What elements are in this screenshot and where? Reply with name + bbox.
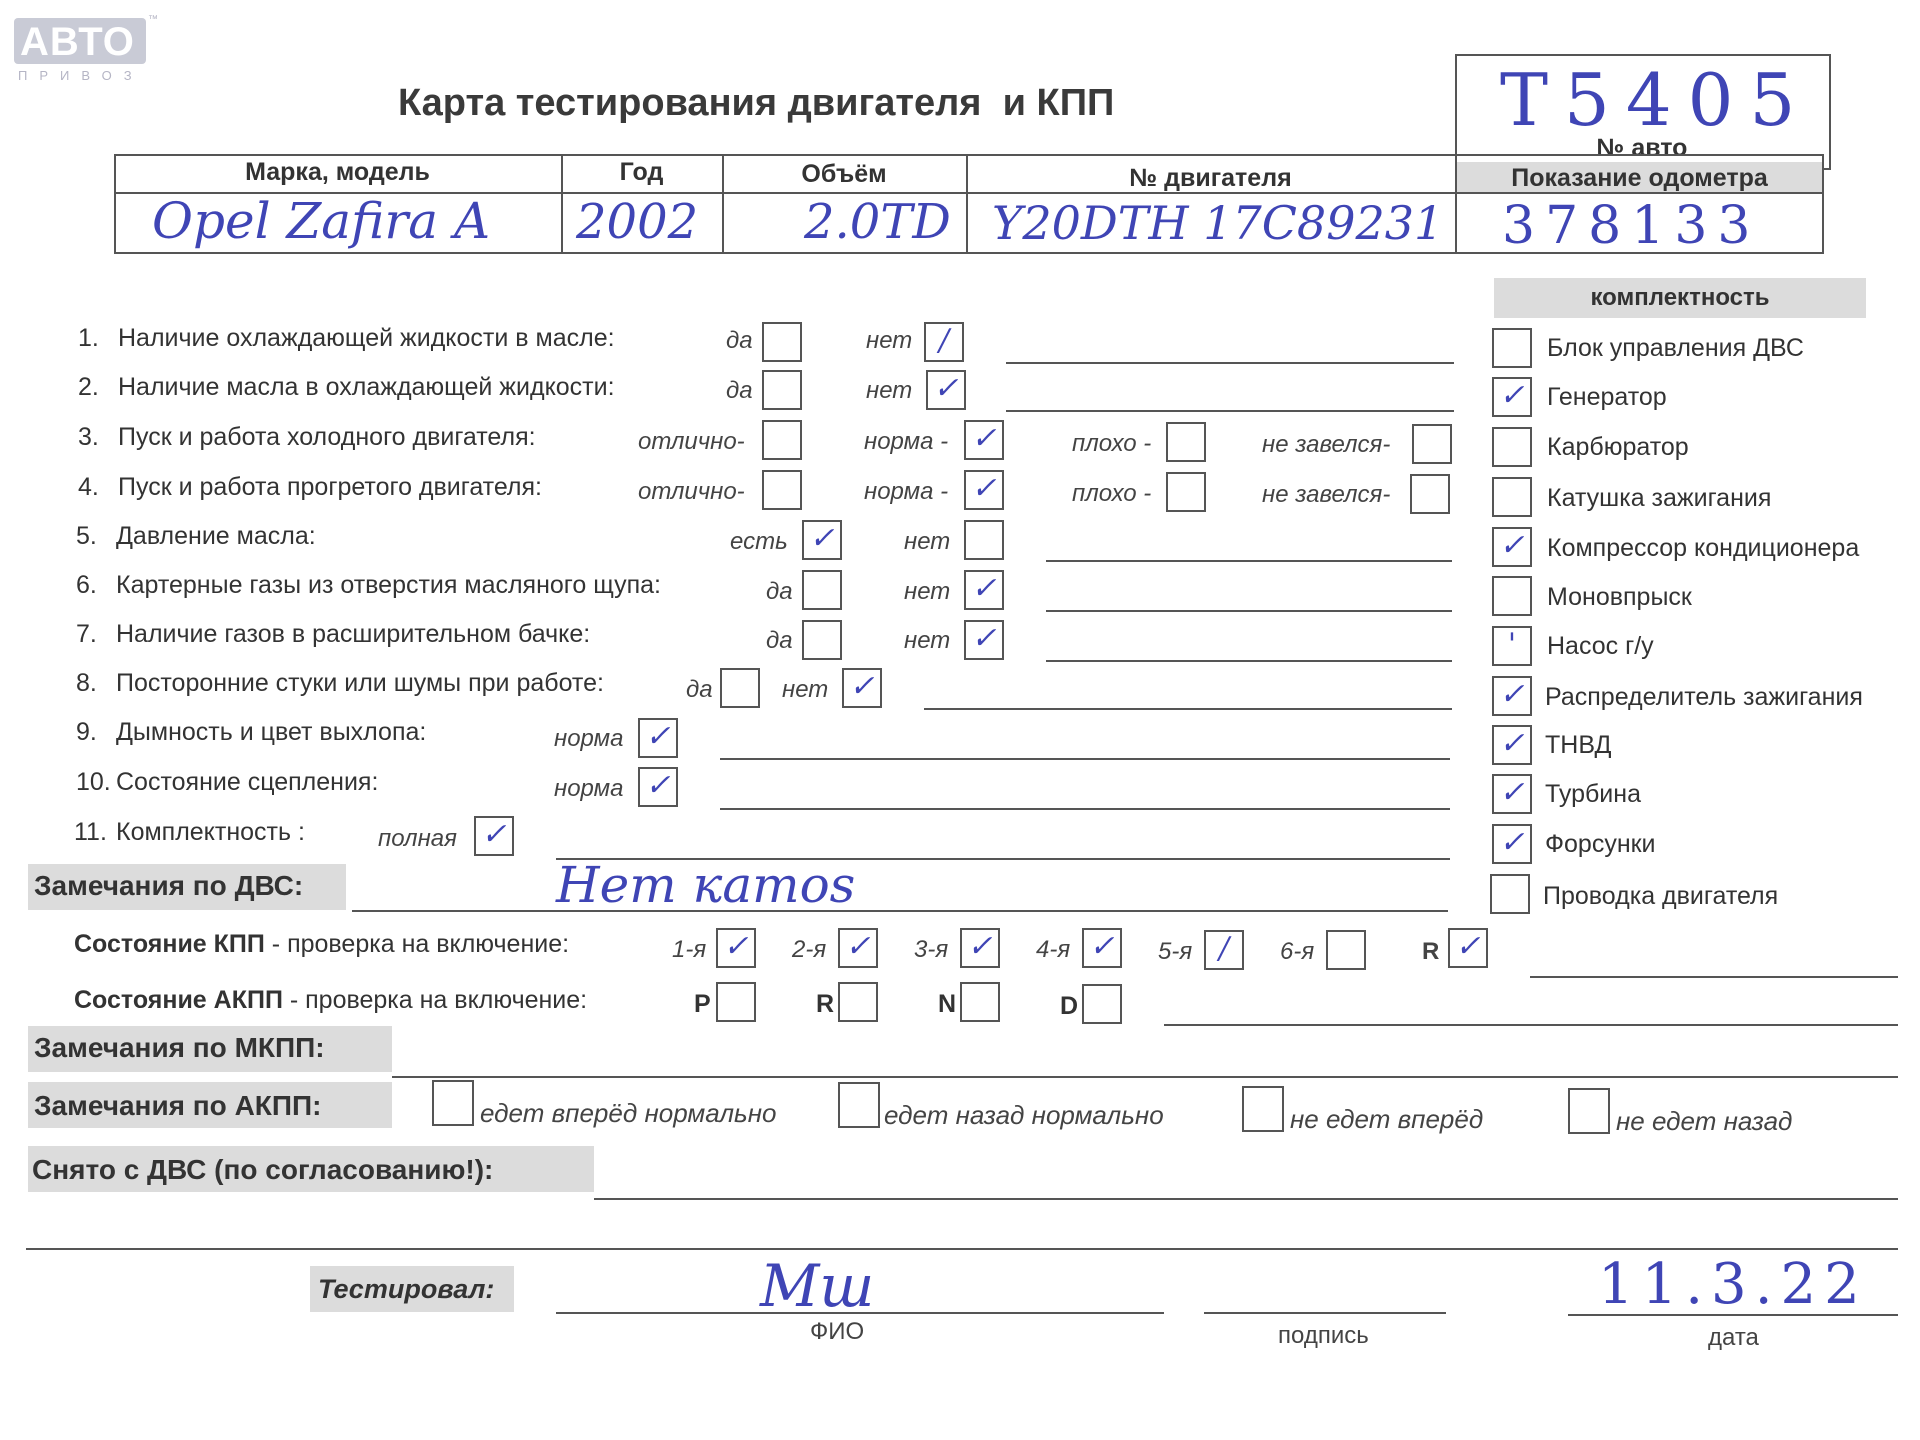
question-text: Комплектность : — [116, 818, 305, 846]
option-mark: ✓ — [971, 471, 997, 506]
option-mark: ✓ — [971, 571, 997, 606]
option-label: нет — [782, 676, 829, 703]
gear-mark: ✓ — [723, 929, 749, 964]
option-checkbox[interactable] — [1166, 472, 1206, 512]
option-checkbox[interactable] — [720, 668, 760, 708]
option-mark: / — [938, 323, 950, 358]
option-mark: ✓ — [971, 621, 997, 656]
option-label: да — [686, 676, 713, 703]
gear-label: 6-я — [1280, 938, 1315, 965]
signature-line — [1204, 1312, 1446, 1314]
option-label: нет — [866, 377, 913, 404]
question-text: Наличие масла в охлаждающей жидкости: — [118, 373, 615, 401]
mkpp-remarks-line — [392, 1076, 1898, 1078]
option-label: нет — [904, 528, 951, 555]
option-label: плохо - — [1072, 480, 1152, 507]
header-col-engine-no: № двигателя — [1129, 164, 1292, 192]
akpp-mode-checkbox[interactable] — [1082, 984, 1122, 1024]
question-number: 6. — [76, 571, 97, 599]
question-number: 3. — [78, 423, 99, 451]
fio-caption: ФИО — [810, 1318, 865, 1345]
completeness-mark: ✓ — [1499, 677, 1525, 712]
mkpp-remarks-label: Замечания по МКПП: — [34, 1032, 325, 1063]
completeness-label: ТНВД — [1545, 731, 1612, 759]
value-year: 2002 — [576, 194, 699, 250]
akpp-option-checkbox[interactable] — [432, 1080, 474, 1126]
gear-mark: ✓ — [845, 929, 871, 964]
completeness-label: Насос г/у — [1547, 632, 1654, 660]
akpp-mode-label: R — [816, 990, 835, 1018]
completeness-label: Генератор — [1547, 383, 1667, 411]
option-label: полная — [378, 825, 457, 852]
date-value[interactable]: 11.3.22 — [1598, 1252, 1868, 1317]
gear-label: 3-я — [914, 936, 949, 963]
option-label: нет — [904, 578, 951, 605]
question-number: 10. — [76, 768, 111, 796]
remark-line — [1046, 660, 1452, 662]
car-number-value: T5405 — [1500, 58, 1812, 142]
kpp-label-bold: Состояние КПП — [74, 930, 265, 958]
question-number: 1. — [78, 324, 99, 352]
option-mark: ✓ — [971, 421, 997, 456]
fio-line — [556, 1312, 1164, 1314]
question-text: Дымность и цвет выхлопа: — [116, 718, 427, 746]
option-mark: ✓ — [933, 371, 959, 406]
option-checkbox[interactable] — [802, 620, 842, 660]
question-number: 2. — [78, 373, 99, 401]
akpp-option-label: едет вперёд нормально — [480, 1098, 777, 1128]
value-odometer: 378133 — [1502, 196, 1761, 256]
question-text: Посторонние стуки или шумы при работе: — [116, 669, 604, 697]
removed-line-2 — [26, 1248, 1898, 1250]
completeness-label: Катушка зажигания — [1547, 484, 1772, 512]
completeness-label: Карбюратор — [1547, 433, 1689, 461]
option-label: норма — [554, 725, 624, 752]
remark-line — [1006, 362, 1454, 364]
question-number: 11. — [74, 818, 107, 846]
akpp-mode-checkbox[interactable] — [838, 982, 878, 1022]
date-caption: дата — [1708, 1324, 1759, 1351]
akpp-mode-checkbox[interactable] — [960, 982, 1000, 1022]
option-mark: ✓ — [645, 768, 671, 803]
option-mark: ✓ — [645, 719, 671, 754]
akpp-option-label: не едет вперёд — [1290, 1104, 1484, 1134]
option-label: отлично- — [638, 478, 745, 505]
option-label: да — [766, 627, 793, 654]
gear-label: 2-я — [792, 936, 827, 963]
remark-line — [720, 808, 1450, 810]
question-text: Пуск и работа прогретого двигателя: — [118, 473, 542, 501]
header-col-odometer: Показание одометра — [1511, 164, 1768, 192]
question-number: 4. — [78, 473, 99, 501]
option-checkbox[interactable] — [802, 570, 842, 610]
option-label: плохо - — [1072, 430, 1152, 457]
kpp-label-rest: - проверка на включение: — [264, 930, 570, 958]
completeness-mark: ✓ — [1499, 825, 1525, 860]
option-mark: ✓ — [849, 669, 875, 704]
option-label: не завелся- — [1262, 431, 1391, 458]
completeness-label: Распределитель зажигания — [1545, 683, 1863, 711]
value-engine-no: Y20DTH 17C89231 — [992, 196, 1444, 250]
question-number: 5. — [76, 522, 97, 550]
option-checkbox[interactable] — [964, 520, 1004, 560]
completeness-mark: ' — [1507, 627, 1517, 662]
question-number: 7. — [76, 620, 97, 648]
completeness-label: Форсунки — [1545, 830, 1656, 858]
header-col-volume: Объём — [801, 160, 887, 188]
option-label: норма - — [864, 478, 949, 505]
option-label: да — [766, 578, 793, 605]
date-line — [1568, 1314, 1898, 1316]
completeness-label: Компрессор кондиционера — [1547, 534, 1860, 562]
completeness-label: Турбина — [1545, 780, 1641, 808]
header-table — [114, 154, 1824, 254]
gear-label: 1-я — [672, 936, 707, 963]
fio-value[interactable]: Мш — [760, 1252, 875, 1320]
remark-line — [720, 758, 1450, 760]
gear-mark: ✓ — [967, 929, 993, 964]
question-text: Давление масла: — [116, 522, 316, 550]
akpp-option-label: едет назад нормально — [884, 1100, 1164, 1130]
completeness-title: комплектность — [1590, 284, 1770, 311]
remark-line — [924, 708, 1452, 710]
option-label: нет — [866, 327, 913, 354]
akpp-option-checkbox[interactable] — [838, 1082, 880, 1128]
akpp-label-rest: - проверка на включение: — [282, 986, 588, 1014]
option-checkbox[interactable] — [762, 370, 802, 410]
option-mark: ✓ — [809, 521, 835, 556]
option-checkbox[interactable] — [762, 470, 802, 510]
question-text: Наличие газов в расширительном бачке: — [116, 620, 591, 648]
value-model: Opel Zafira A — [152, 192, 491, 250]
option-label: да — [726, 327, 753, 354]
completeness-checkbox[interactable] — [1492, 477, 1532, 517]
logo — [14, 14, 164, 84]
completeness-label: Моновпрыск — [1547, 583, 1692, 611]
option-checkbox[interactable] — [1410, 474, 1450, 514]
completeness-mark: ✓ — [1499, 775, 1525, 810]
option-mark: ✓ — [481, 817, 507, 852]
car-number-label: № авто — [1596, 134, 1688, 162]
question-text: Наличие охлаждающей жидкости в масле: — [118, 324, 615, 352]
question-text: Картерные газы из отверстия масляного щупа: — [116, 571, 661, 599]
tested-label: Тестировал: — [318, 1274, 495, 1304]
kpp-remark-line — [1530, 976, 1898, 978]
completeness-checkbox[interactable] — [1492, 427, 1532, 467]
engine-remarks-value[interactable]: Нет катоs — [556, 856, 856, 914]
completeness-mark: ✓ — [1499, 528, 1525, 563]
remark-line — [1006, 410, 1454, 412]
option-label: не завелся- — [1262, 481, 1391, 508]
option-label: да — [726, 377, 753, 404]
question-number: 8. — [76, 669, 97, 697]
akpp-option-checkbox[interactable] — [1242, 1086, 1284, 1132]
removed-label: Снято с ДВС (по согласованию!): — [32, 1154, 494, 1185]
question-text: Состояние сцепления: — [116, 768, 379, 796]
option-label: есть — [730, 528, 788, 555]
akpp-mode-checkbox[interactable] — [716, 982, 756, 1022]
gear-mark: ✓ — [1089, 929, 1115, 964]
question-text: Пуск и работа холодного двигателя: — [118, 423, 536, 451]
gear-mark: / — [1218, 931, 1230, 966]
logo-text: АВТО — [20, 20, 135, 64]
akpp-remark-line — [1164, 1024, 1898, 1026]
option-label: норма — [554, 775, 624, 802]
akpp-mode-label: D — [1060, 992, 1079, 1020]
gear-label: 4-я — [1036, 936, 1071, 963]
option-checkbox[interactable] — [1166, 422, 1206, 462]
page-title: Карта тестирования двигателя и КПП — [398, 82, 1115, 124]
signature-caption: подпись — [1278, 1322, 1369, 1349]
akpp-label-bold: Состояние АКПП — [74, 986, 283, 1014]
option-label: нет — [904, 627, 951, 654]
akpp-label — [74, 986, 587, 1015]
header-col-year: Год — [619, 158, 664, 186]
completeness-label: Проводка двигателя — [1543, 882, 1779, 910]
akpp-remarks-label: Замечания по АКПП: — [34, 1090, 322, 1121]
kpp-label — [74, 930, 569, 959]
gear-mark: ✓ — [1455, 929, 1481, 964]
completeness-checkbox[interactable] — [1490, 874, 1530, 914]
logo-tm: ™ — [148, 14, 158, 25]
remark-line — [1046, 610, 1452, 612]
akpp-mode-label: P — [694, 990, 711, 1018]
option-checkbox[interactable] — [1412, 424, 1452, 464]
akpp-mode-label: N — [938, 990, 957, 1018]
gear-label: 5-я — [1158, 938, 1193, 965]
value-volume: 2.0TD — [804, 194, 951, 250]
akpp-option-checkbox[interactable] — [1568, 1088, 1610, 1134]
header-col-model: Марка, модель — [245, 158, 430, 186]
remark-line — [1046, 560, 1452, 562]
removed-line — [594, 1198, 1898, 1200]
logo-subtext: ПРИВОЗ — [18, 68, 144, 83]
engine-remarks-line — [352, 910, 1448, 912]
question-number: 9. — [76, 718, 97, 746]
completeness-checkbox[interactable] — [1492, 328, 1532, 368]
completeness-mark: ✓ — [1499, 378, 1525, 413]
option-checkbox[interactable] — [762, 322, 802, 362]
completeness-label: Блок управления ДВС — [1547, 334, 1804, 362]
option-label: отлично- — [638, 428, 745, 455]
option-label: норма - — [864, 428, 949, 455]
completeness-checkbox[interactable] — [1492, 576, 1532, 616]
gear-label: R — [1422, 938, 1440, 965]
engine-remarks-label: Замечания по ДВС: — [34, 870, 304, 901]
completeness-mark: ✓ — [1499, 726, 1525, 761]
gear-checkbox[interactable] — [1326, 930, 1366, 970]
akpp-option-label: не едет назад — [1616, 1106, 1793, 1136]
option-checkbox[interactable] — [762, 420, 802, 460]
